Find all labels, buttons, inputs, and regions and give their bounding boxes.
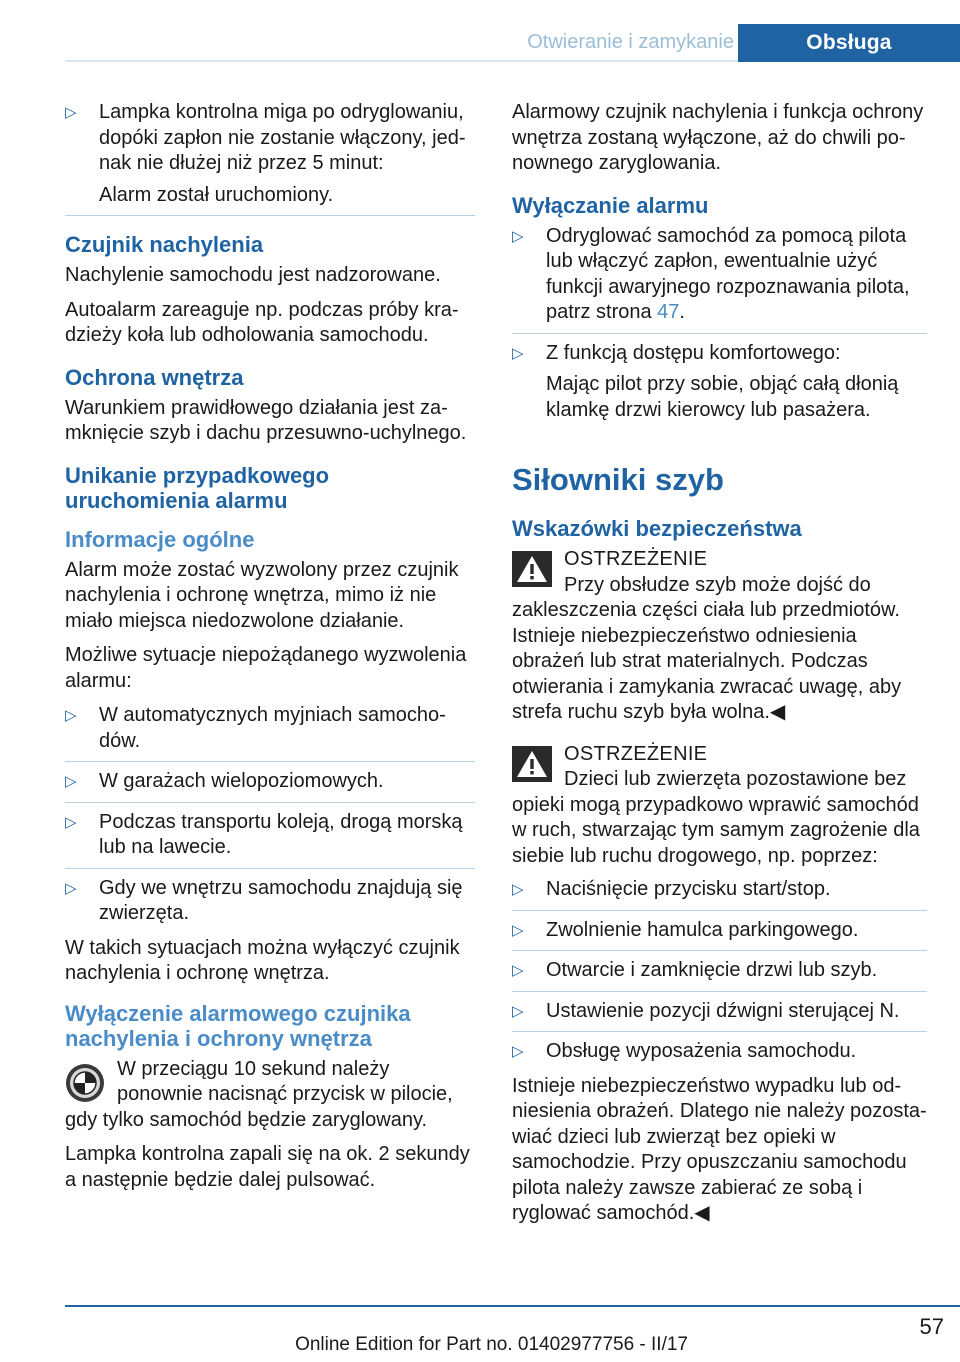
warning-block [512, 547, 927, 726]
list-item [512, 1039, 927, 1065]
triangle-right-icon: ▷ [512, 1043, 524, 1060]
list-item-text: . [679, 301, 685, 323]
bullet-list [65, 100, 475, 216]
list-item-text: Podczas transportu koleją, drogą morską lub na lawecie. [99, 810, 463, 858]
list-item [512, 999, 927, 1033]
bullet-list [512, 877, 927, 1065]
paragraph: Nachylenie samochodu jest nadzorowane. [65, 264, 441, 286]
page-number: 57 [919, 1314, 944, 1339]
list-item-text: Zwolnienie hamulca parkingowego. [546, 918, 859, 941]
bmw-key-icon [65, 1063, 105, 1103]
paragraph: Warunkiem prawidłowego działania jest zamknięcie szyb i dachu przesuwno-uchylnego. [65, 396, 467, 444]
warning-text: Dzieci lub zwierzęta pozostawione bez opieki mogą przypadkowo wprawić samochód w ruch, stwarzając tym samym zagrożenie dla siebie lub ruchu drogowego, np. poprzez: [512, 768, 920, 867]
paragraph: Alarm może zostać wyzwolony przez czujnik nachylenia i ochronę wnętrza, mimo iż nie miało miejsca niedozwolone działanie. [65, 558, 459, 632]
list-item [65, 703, 475, 762]
list-item [512, 958, 927, 992]
triangle-right-icon: ▷ [65, 773, 77, 790]
heading-safety-notes: Wskazówki bezpieczeństwa [512, 516, 802, 541]
right-column [512, 100, 927, 1236]
list-item-text: W garażach wielopoziomowych. [99, 770, 384, 792]
triangle-right-icon: ▷ [65, 879, 77, 897]
triangle-right-icon: ▷ [512, 344, 524, 362]
warning-icon [512, 746, 552, 782]
paragraph: Możliwe sytuacje niepożądanego wyzwolenia alarmu: [65, 644, 467, 692]
footer-rule [65, 1305, 960, 1307]
warning-block [512, 742, 927, 870]
key-instruction [65, 1057, 475, 1134]
list-item [65, 876, 475, 927]
list-item [512, 918, 927, 952]
heading-tilt-sensor: Czujnik nachylenia [65, 232, 264, 257]
list-item [65, 100, 475, 216]
warning-title: OSTRZEŻENIE [564, 742, 708, 765]
warning-icon [512, 551, 552, 587]
heading-general-info: Informacje ogólne [65, 526, 255, 552]
list-item [512, 877, 927, 911]
list-item [512, 341, 927, 431]
list-item-text: Odryglować samochód za pomocą pilota lub włączyć zapłon, ewentualnie użyć funkcji awaryjnego rozpoznawania pilota, patrz strona [546, 224, 910, 323]
heading-disable-alarm-sensors: Wyłączenie alarmowego czujnika nachylenia i ochrony wnętrza [65, 1000, 411, 1051]
triangle-right-icon: ▷ [512, 881, 524, 898]
bullet-list [512, 224, 927, 431]
list-item-text: Z funkcją dostępu komfortowego: [546, 341, 841, 364]
list-item-text: Naciśnięcie przycisku start/stop. [546, 878, 831, 900]
list-item-text: W automatycznych myjniach samochodów. [99, 704, 446, 752]
triangle-right-icon: ▷ [512, 962, 524, 979]
paragraph: Istnieje niebezpieczeństwo wypadku lub odniesienia obrażeń. Dlatego nie należy pozostawiać dzieci lub zwierząt bez opieki w samochodzie. Przy opuszczaniu samochodu pilota należy zawsze zabierać ze sobą i ryglować samochód.◀ [512, 1074, 927, 1224]
heading-alarm-off: Wyłączanie alarmu [512, 192, 709, 218]
paragraph: Lampka kontrolna zapali się na ok. 2 sekundy a następnie będzie dalej pulsować. [65, 1143, 470, 1191]
triangle-right-icon: ▷ [65, 104, 77, 121]
paragraph: W takich sytuacjach można wyłączyć czujnik nachylenia i ochronę wnętrza. [65, 936, 460, 984]
list-item-subtext: Alarm został uruchomiony. [99, 183, 334, 206]
triangle-right-icon: ▷ [65, 707, 77, 724]
triangle-right-icon: ▷ [512, 227, 524, 245]
warning-title: OSTRZEŻENIE [564, 548, 708, 570]
list-item [65, 810, 475, 869]
list-item [65, 769, 475, 803]
list-item-text: Gdy we wnętrzu samochodu znajdują się zwierzęta. [99, 876, 463, 924]
triangle-right-icon: ▷ [512, 1002, 524, 1020]
header-chapter-tab: Obsługa [738, 24, 960, 62]
paragraph: W przeciągu 10 sekund należy ponownie nacisnąć przycisk w pilocie, gdy tylko samochód będzie zaryglowany. [65, 1057, 453, 1131]
bullet-list [65, 703, 475, 927]
list-item-subtext: Mając pilot przy sobie, objąć całą dłonią klamkę drzwi kierowcy lub pasażera. [546, 373, 899, 421]
heading-power-windows: Siłowniki szyb [512, 462, 724, 497]
warning-text: Przy obsłudze szyb może dojść do zakleszczenia części ciała lub przedmiotów. Istnieje niebezpieczeństwo odniesienia obrażeń lub strat materialnych. Podczas otwierania i zamykania zwracać uwagę, aby strefa ruchu szyb była wolna.◀ [512, 573, 902, 723]
page-reference-link[interactable]: 47 [657, 301, 680, 323]
list-item-text: Obsługę wyposażenia samochodu. [546, 1040, 857, 1062]
triangle-right-icon: ▷ [65, 813, 77, 831]
list-item [512, 224, 927, 334]
heading-interior-protection: Ochrona wnętrza [65, 364, 244, 390]
header-section-title: Otwieranie i zamykanie [527, 31, 734, 53]
heading-avoid-false-alarm: Unikanie przypadkowego uruchomienia alarmu [65, 462, 330, 513]
list-item-text: Otwarcie i zamknięcie drzwi lub szyb. [546, 959, 878, 981]
list-item-text: Ustawienie pozycji dźwigni sterującej N. [546, 999, 900, 1022]
list-item-text: Lampka kontrolna miga po odryglowaniu, dopóki zapłon nie zostanie włączony, jednak nie dłużej niż przez 5 minut: [99, 101, 466, 174]
left-column [65, 100, 475, 1202]
triangle-right-icon: ▷ [512, 921, 524, 939]
footer-edition: Online Edition for Part no. 01402977756 - II/17 [295, 1334, 688, 1355]
paragraph: Alarmowy czujnik nachylenia i funkcja ochrony wnętrza zostaną wyłączone, aż do chwili ponownego zaryglowania. [512, 101, 924, 174]
paragraph: Autoalarm zareaguje np. podczas próby kradzieży koła lub odholowania samochodu. [65, 298, 459, 346]
